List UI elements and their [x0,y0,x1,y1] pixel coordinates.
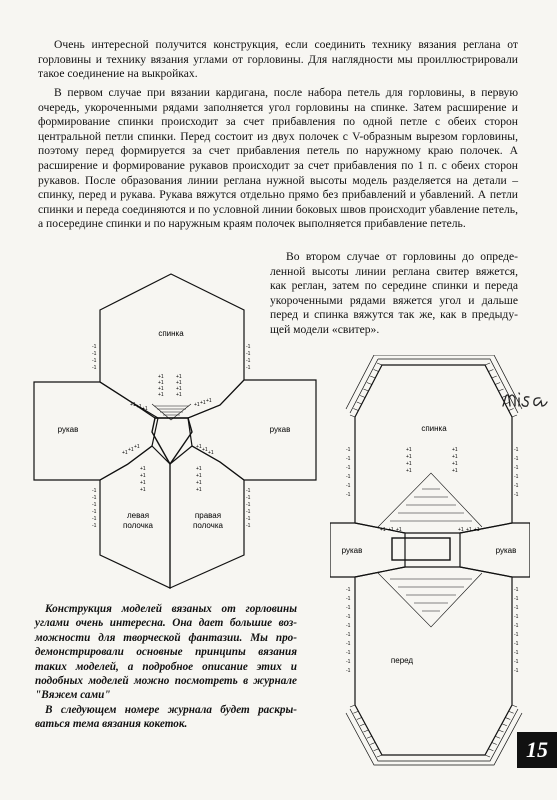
stitch-mark: +1 [158,374,164,380]
stitch-mark: +1 [452,447,458,453]
stitch-mark: +1 [136,404,142,410]
stitch-mark: +1 [142,406,148,412]
stitch-mark: -1 [346,492,351,498]
stitch-mark: +1 [208,450,214,456]
stitch-mark: -1 [346,605,351,611]
first-case-text: В первом случае при вязании кардигана, после набора петель для горловины, в первую очередь, укороченными рядами заполняется угол горловины на спинке. Затем расширение и формирование спинки происходит за счет прибавления по одной петле с обеих сторон центральной петли спинки. Перед состоит из двух полочек с V-образным вырезом горловины, поэтому перед формируется за счет прибавления петель по наружному краю полочек. А расширение и формирование рукавов происходит за счет прибавления по 1 п. с обеих сторон рукавов. После образования линии реглана нужной высоты модель разделяется на детали – спинку, перед и рукава. Рукава вяжутся отдельно прямо без прибавлений и убавлений. А петли спинки и переда соединяются и по условной линии боковых швов происходит убавление петель, а посередине спинки и по наружным краям полочек выполняется прибавление петель. [38,86,518,231]
second-case-text: Во втором случае от горловины до определенной высоты линии реглана свитер вяжется, как реглан, затем по середине спинки и переда укороченными рядами вяжется угол и дальше перед и спинка вяжутся так же, как в предыдущей модели «свитер». [270,250,518,336]
stitch-mark: -1 [92,516,97,522]
stitch-mark: -1 [246,351,251,357]
stitch-mark: +1 [466,527,472,533]
stitch-mark: -1 [92,358,97,364]
edge-hatch-line [492,376,497,378]
stitch-mark: +1 [196,480,202,486]
edge-hatch-line [370,743,375,745]
edge-hatch-line [374,749,379,751]
edge-hatch-line [350,415,355,417]
stitch-mark: -1 [514,492,519,498]
stitch-mark: -1 [514,623,519,629]
stitch-mark: +1 [196,444,202,450]
sweater-pattern-diagram [330,355,530,775]
stitch-mark: -1 [346,623,351,629]
stitch-mark: -1 [514,668,519,674]
stitch-mark: +1 [158,392,164,398]
stitch-mark: +1 [406,447,412,453]
stitch-mark: +1 [140,466,146,472]
stitch-mark: -1 [92,502,97,508]
stitch-mark: +1 [130,402,136,408]
edge-hatch-line [357,718,362,720]
stitch-mark: +1 [196,466,202,472]
cardigan-increase-marks [92,344,251,529]
cardigan-right-front-label-1: правая [194,511,222,520]
cardigan-neckline [152,418,192,464]
stitch-mark: -1 [346,659,351,665]
stitch-mark: -1 [246,523,251,529]
stitch-mark: +1 [140,487,146,493]
edge-hatch-line [360,724,365,726]
stitch-mark: -1 [514,659,519,665]
stitch-mark: +1 [452,468,458,474]
sweater-short-rows [378,473,482,627]
signature-nisa [500,384,550,414]
edge-hatch-line [502,724,507,726]
stitch-mark: -1 [246,509,251,515]
sweater-right-sleeve-label: рукав [495,546,517,555]
sweater-neckline [392,538,450,560]
cardigan-left-front-label-2: полочка [123,521,153,530]
sweater-back-shape [355,365,512,533]
stitch-mark: -1 [514,605,519,611]
stitch-mark: -1 [346,650,351,656]
stitch-mark: -1 [514,456,519,462]
cardigan-right-sleeve-shape [188,380,316,480]
stitch-mark: -1 [514,587,519,593]
stitch-mark: +1 [134,444,140,450]
edge-hatch-line [485,363,490,365]
edge-hatch-line [364,730,369,732]
stitch-mark: +1 [474,527,480,533]
stitch-mark: +1 [202,447,208,453]
stitch-mark: -1 [246,365,251,371]
edge-hatch-line [377,755,382,757]
sweater-front-label: перед [390,656,414,665]
stitch-mark: +1 [194,402,200,408]
stitch-mark: +1 [380,527,386,533]
cardigan-left-sleeve-label: рукав [57,425,79,434]
stitch-mark: -1 [346,596,351,602]
stitch-mark: -1 [92,365,97,371]
stitch-mark: +1 [140,473,146,479]
stitch-mark: -1 [346,483,351,489]
cardigan-back-label: спинка [158,329,184,338]
edge-hatch-line [377,363,382,365]
edge-hatch-line [492,743,497,745]
stitch-mark: -1 [92,344,97,350]
stitch-mark: -1 [346,632,351,638]
edge-hatch-line [485,755,490,757]
first-case-paragraph [38,86,518,232]
intro-text: Очень интересной получится конструкция, если соединить технику вязания реглана от горловины и технику вязания углами от горловины. Для наглядности мы проиллюстрировали такое соединение на выкройках. [38,38,518,81]
stitch-mark: -1 [346,456,351,462]
closing-text-1: Конструкция моделей вязаных от горловины углами очень интересна. Она дает большие возможности для творческой фантазии. Мы продемонстрировали основные принципы вязания таких моделей, а подробное описание этих и подобных моделей можно посмотреть в журнале "Вяжем сами" [35,603,297,702]
stitch-mark: -1 [92,488,97,494]
stitch-mark: -1 [346,587,351,593]
stitch-mark: +1 [200,400,206,406]
edge-hatch-line [505,718,510,720]
cardigan-pattern-diagram [30,270,330,600]
page-number: 15 [517,732,557,768]
stitch-mark: +1 [176,386,182,392]
stitch-mark: -1 [346,447,351,453]
stitch-mark: -1 [346,614,351,620]
edge-hatch-line [370,376,375,378]
stitch-mark: -1 [514,650,519,656]
closing-paragraph [35,602,297,732]
stitch-mark: -1 [514,474,519,480]
edge-hatch-line [353,409,358,411]
stitch-mark: -1 [246,516,251,522]
stitch-mark: -1 [346,465,351,471]
edge-hatch-line [374,370,379,372]
edge-hatch-line [509,711,514,713]
stitch-mark: -1 [514,447,519,453]
stitch-mark: +1 [122,450,128,456]
stitch-mark: +1 [452,454,458,460]
edge-hatch-line [495,736,500,738]
edge-hatch-line [499,730,504,732]
intro-paragraph [38,38,518,82]
edge-hatch-line [512,705,517,707]
stitch-mark: +1 [158,386,164,392]
stitch-mark: -1 [92,523,97,529]
stitch-mark: +1 [406,454,412,460]
cardigan-left-front-label-1: левая [126,511,150,520]
stitch-mark: +1 [158,380,164,386]
edge-hatch-line [350,705,355,707]
closing-text-2: В следующем номере журнала будет раскрываться тема вязания кокеток. [35,703,297,731]
stitch-mark: -1 [514,614,519,620]
stitch-mark: +1 [396,527,402,533]
edge-hatch-line [353,711,358,713]
stitch-mark: -1 [246,502,251,508]
stitch-mark: -1 [514,632,519,638]
cardigan-right-front-label-2: полочка [193,521,223,530]
stitch-mark: +1 [206,398,212,404]
stitch-mark: +1 [406,461,412,467]
stitch-mark: +1 [388,527,394,533]
edge-hatch-line [360,396,365,398]
stitch-mark: -1 [514,483,519,489]
stitch-mark: +1 [458,527,464,533]
stitch-mark: +1 [176,392,182,398]
edge-hatch-line [357,402,362,404]
stitch-mark: -1 [246,358,251,364]
stitch-mark: +1 [452,461,458,467]
stitch-mark: -1 [246,488,251,494]
edge-hatch-line [488,370,493,372]
edge-hatch-line [512,415,517,417]
sweater-left-sleeve-label: рукав [341,546,363,555]
edge-hatch-line [367,736,372,738]
edge-hatch-line [367,383,372,385]
stitch-mark: -1 [92,351,97,357]
stitch-mark: +1 [176,380,182,386]
stitch-mark: +1 [176,374,182,380]
cardigan-right-sleeve-label: рукав [269,425,291,434]
stitch-mark: +1 [196,487,202,493]
sweater-back-label: спинка [421,424,447,433]
stitch-mark: -1 [514,641,519,647]
stitch-mark: +1 [128,447,134,453]
stitch-mark: -1 [246,344,251,350]
edge-hatch-line [488,749,493,751]
stitch-mark: -1 [92,509,97,515]
stitch-mark: +1 [196,473,202,479]
edge-hatch-line [364,389,369,391]
stitch-mark: -1 [346,668,351,674]
stitch-mark: -1 [346,641,351,647]
stitch-mark: -1 [92,495,97,501]
stitch-mark: -1 [246,495,251,501]
stitch-mark: -1 [346,474,351,480]
stitch-mark: -1 [514,596,519,602]
stitch-mark: -1 [514,465,519,471]
stitch-mark: +1 [406,468,412,474]
stitch-mark: +1 [140,480,146,486]
